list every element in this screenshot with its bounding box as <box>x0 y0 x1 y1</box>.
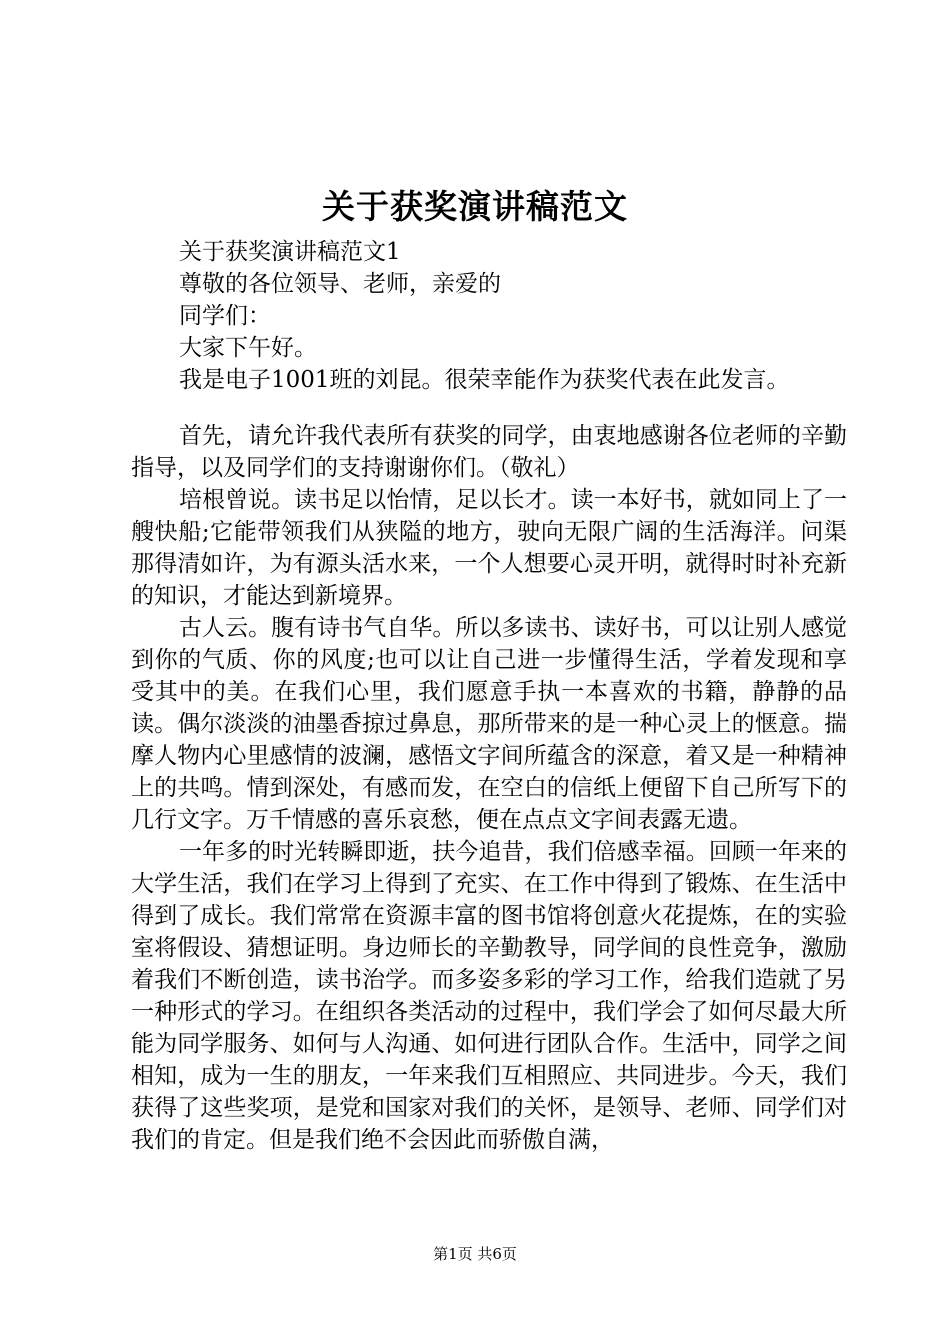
paragraph-salutation-cont: 同学们： <box>179 303 271 329</box>
document-body <box>131 236 847 1156</box>
paragraph-intro: 我是电子1001班的刘昆。很荣幸能作为获奖代表在此发言。 <box>179 367 790 393</box>
paragraph-greeting: 大家下午好。 <box>179 335 317 361</box>
document-title: 关于获奖演讲稿范文 <box>322 187 628 226</box>
paragraph-salutation: 尊敬的各位领导、老师，亲爱的 <box>179 271 501 297</box>
page-number: 第1页 共6页 <box>433 1245 517 1263</box>
paragraph-bacon: 培根曾说。读书足以怡情，足以长才。读一本好书，就如同上了一艘快船;它能带领我们从狭隘的地方，驶向无限广阔的生活海洋。问渠那得清如许，为有源头活水来，一个人想要心灵开明，就得时时补充新的知识，才能达到新境界。 <box>131 487 847 609</box>
paragraph-thanks: 首先，请允许我代表所有获奖的同学，由衷地感谢各位老师的辛勤指导，以及同学们的支持谢谢你们。（敬礼） <box>131 423 847 481</box>
paragraph-subtitle: 关于获奖演讲稿范文1 <box>179 239 401 265</box>
paragraph-year-review: 一年多的时光转瞬即逝，扶今追昔，我们倍感幸福。回顾一年来的大学生活，我们在学习上得到了充实、在工作中得到了锻炼、在生活中得到了成长。我们常常在资源丰富的图书馆将创意火花提炼，在的实验室将假设、猜想证明。身边师长的辛勤教导，同学间的良性竞争，激励着我们不断创造，读书治学。而多姿多彩的学习工作，给我们造就了另一种形式的学习。在组织各类活动的过程中，我们学会了如何尽最大所能为同学服务、如何与人沟通、如何进行团队合作。生活中，同学之间相知，成为一生的朋友，一年来我们互相照应、共同进步。今天，我们获得了这些奖项，是党和国家对我们的关怀，是领导、老师、同学们对我们的肯定。但是我们绝不会因此而骄傲自满， <box>131 839 847 1153</box>
paragraph-ancients: 古人云。腹有诗书气自华。所以多读书、读好书，可以让别人感觉到你的气质、你的风度;也可以让自己进一步懂得生活，学着发现和享受其中的美。在我们心里，我们愿意手执一本喜欢的书籍，静静的品读。偶尔淡淡的油墨香掠过鼻息，那所带来的是一种心灵上的惬意。揣摩人物内心里感情的波澜，感悟文字间所蕴含的深意，着又是一种精神上的共鸣。情到深处，有感而发，在空白的信纸上便留下自己所写下的几行文字。万千情感的喜乐哀愁，便在点点文字间表露无遗。 <box>131 615 847 833</box>
